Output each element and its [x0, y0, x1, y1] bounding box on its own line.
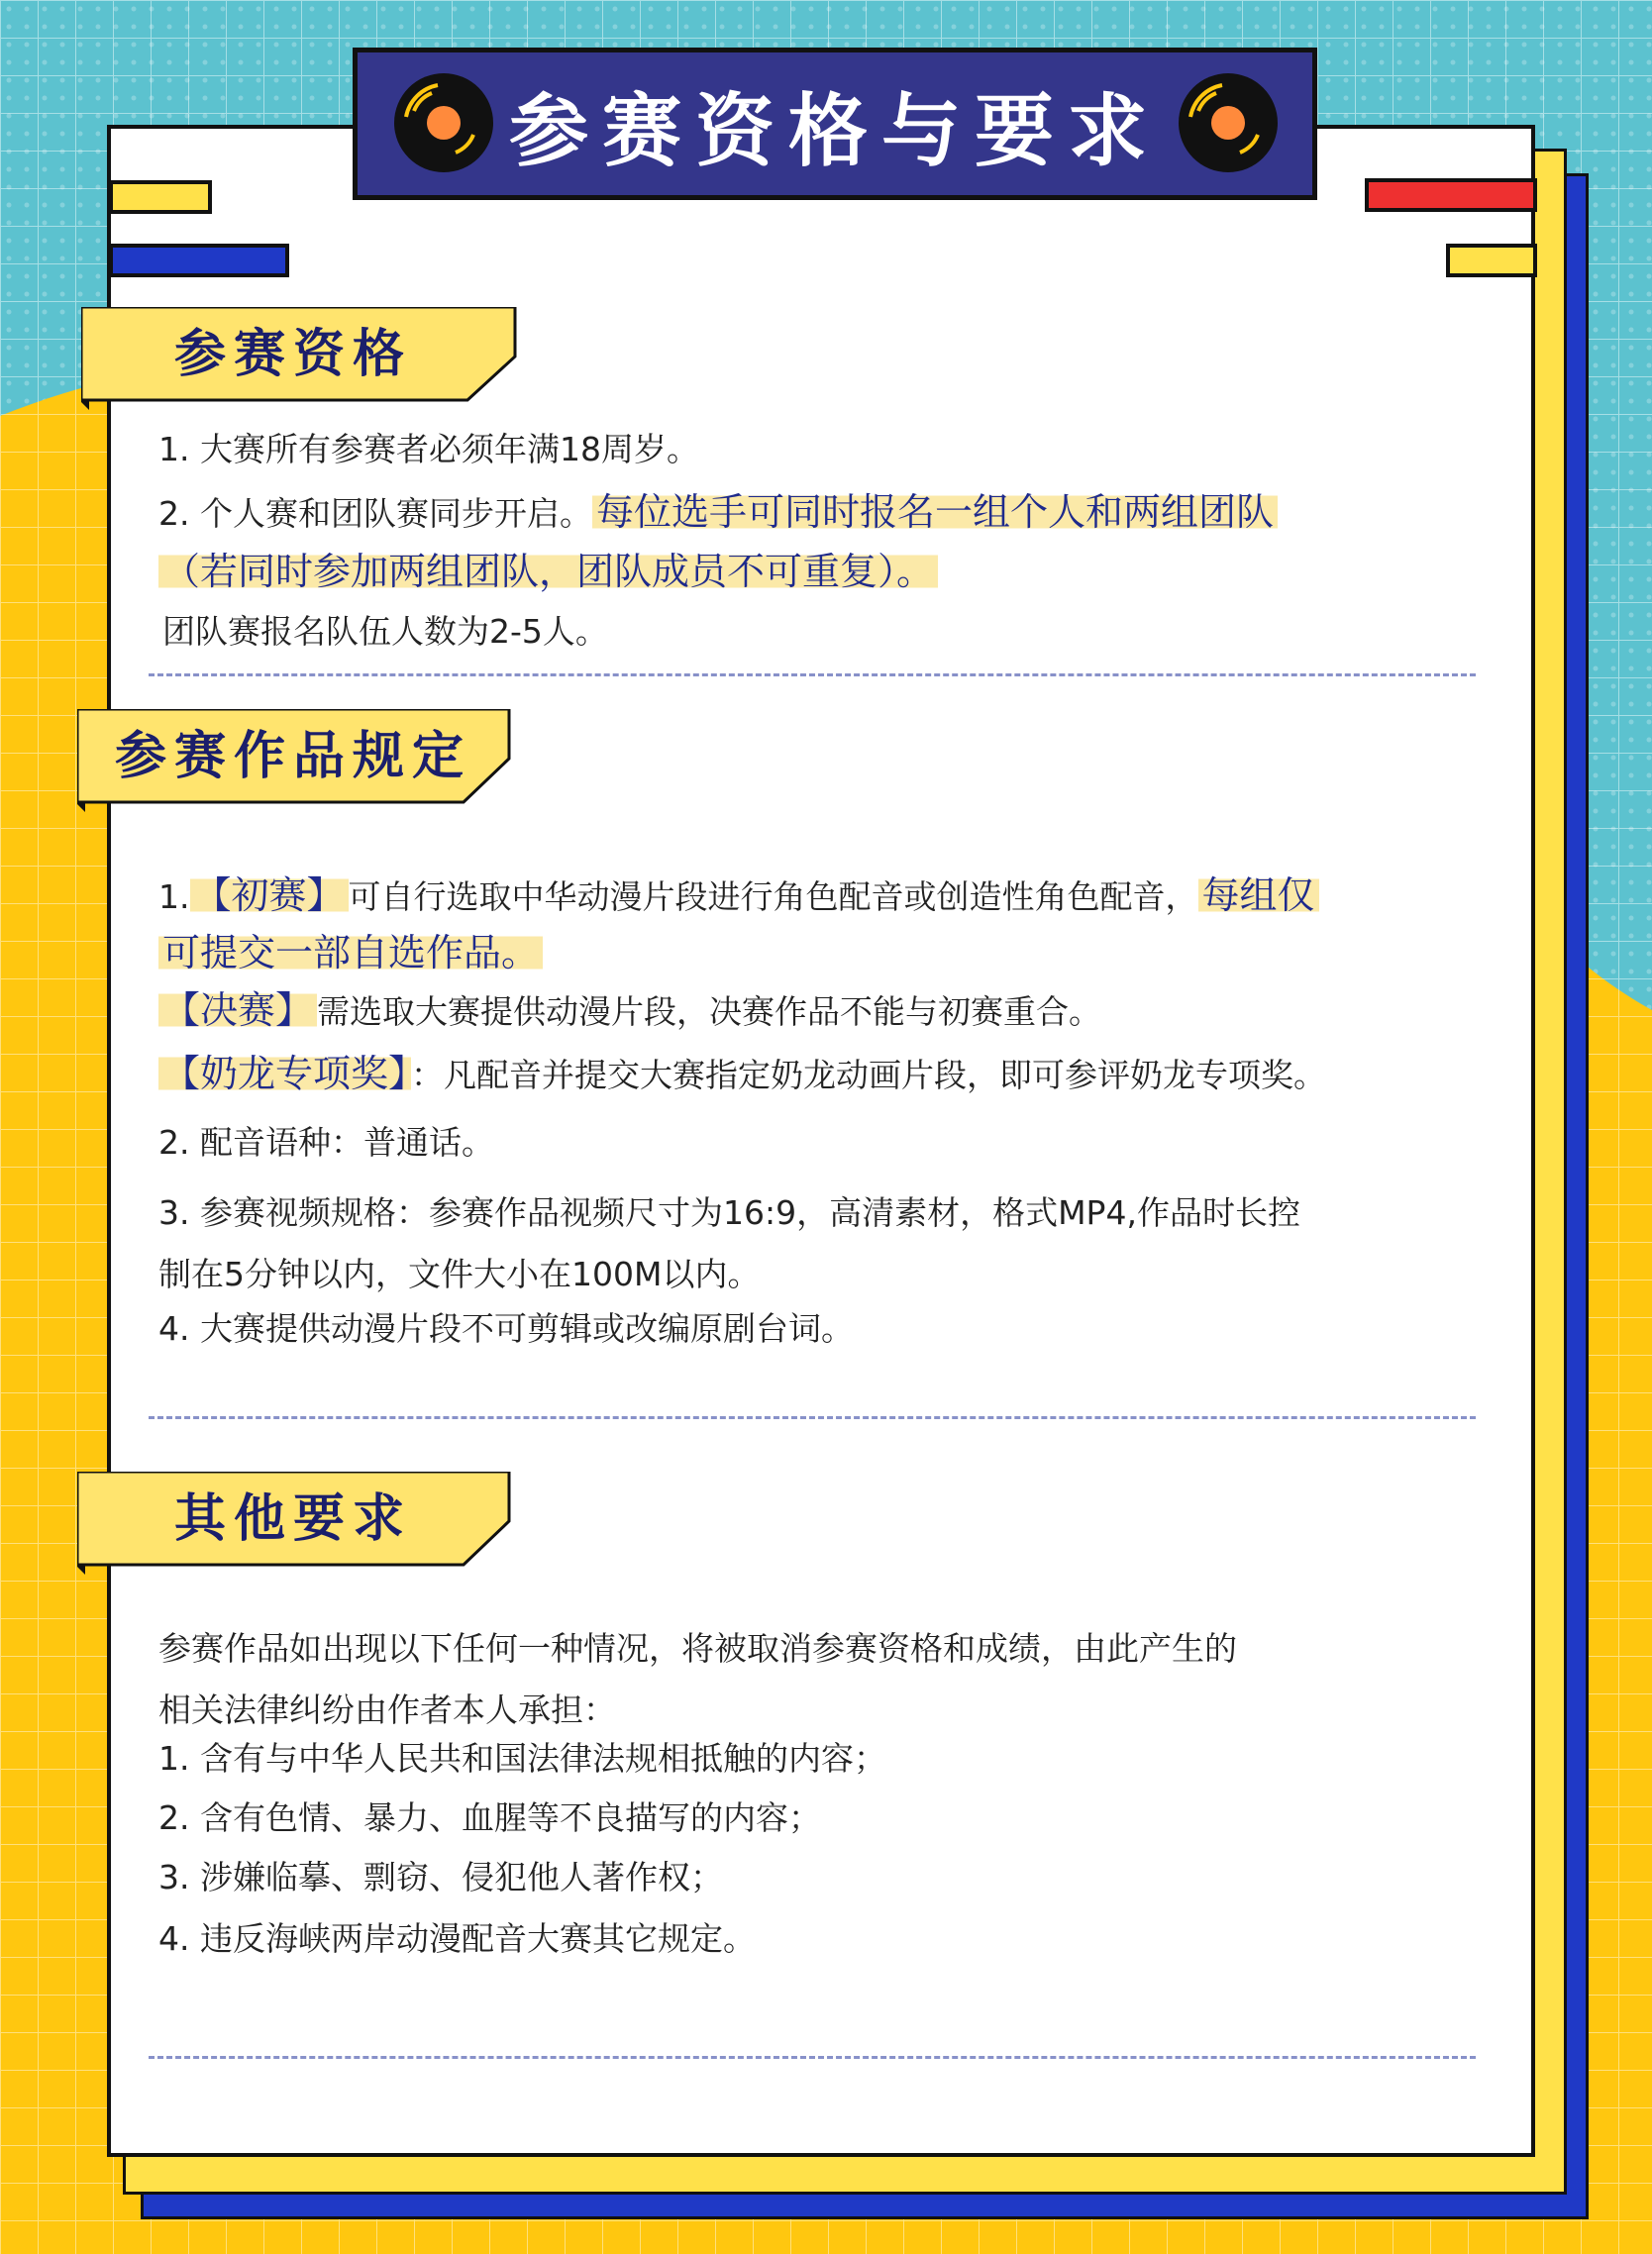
- works-rule-video-spec: 3. 参赛视频规格：参赛作品视频尺寸为16:9，高清素材，格式MP4,作品时长控 制在5分钟以内，文件大小在100M以内。: [158, 1193, 1300, 1293]
- vinyl-record-icon-right: [1177, 71, 1280, 174]
- highlight-text: 每位选手可同时报名一组个人和两组团队: [592, 490, 1278, 534]
- divider: [149, 2056, 1476, 2059]
- works-rule-1: 1. 【初赛】 可自行选取中华动漫片段进行角色配音或创造性角色配音， 每组仅 可提交一部自选作品。: [158, 868, 1486, 982]
- tag-nailong-award: 【奶龙专项奖】: [158, 1052, 411, 1095]
- deco-bar-blue-left: [109, 244, 289, 277]
- other-intro: 参赛作品如出现以下任何一种情况，将被取消参赛资格和成绩，由此产生的 相关法律纠纷由作者本人承担：: [158, 1629, 1237, 1729]
- tag-preliminary: 【初赛】: [190, 873, 349, 917]
- works-rule-language: 2. 配音语种：普通话。: [158, 1123, 494, 1162]
- tag-final: 【决赛】: [158, 988, 317, 1032]
- highlight-text: （若同时参加两组团队，团队成员不可重复）。: [158, 550, 938, 593]
- header-banner: [353, 48, 1317, 200]
- vinyl-record-icon-left: [392, 71, 495, 174]
- deco-bar-yellow-left: [109, 180, 212, 214]
- eligibility-line-1: 1. 大赛所有参赛者必须年满18周岁。: [158, 430, 699, 468]
- list-item: 3. 涉嫌临摹、剽窃、侵犯他人著作权；: [158, 1858, 723, 1896]
- page-title: 参赛资格与要求: [509, 84, 1161, 177]
- section-title-other: 其他要求: [77, 1472, 513, 1567]
- works-rule-no-edit: 4. 大赛提供动漫片段不可剪辑或改编原剧台词。: [158, 1309, 854, 1348]
- section-title-eligibility: 参赛资格: [81, 307, 517, 402]
- highlight-text: 每组仅: [1198, 873, 1319, 917]
- works-rule-nailong: 【奶龙专项奖】 ：凡配音并提交大赛指定奶龙动画片段，即可参评奶龙专项奖。: [158, 1054, 1486, 1095]
- highlight-text: 可提交一部自选作品。: [158, 931, 543, 974]
- deco-bar-yellow-right: [1446, 244, 1537, 277]
- divider: [149, 1416, 1476, 1419]
- divider: [149, 673, 1476, 676]
- list-item: 2. 含有色情、暴力、血腥等不良描写的内容；: [158, 1798, 821, 1837]
- list-item: 1. 含有与中华人民共和国法律法规相抵触的内容；: [158, 1739, 886, 1778]
- eligibility-line-2: 2. 个人赛和团队赛同步开启。 每位选手可同时报名一组个人和两组团队 （若同时参加两组团队，团队成员不可重复）。: [158, 483, 1486, 602]
- deco-bar-red-right: [1365, 178, 1537, 212]
- eligibility-line-3: 团队赛报名队伍人数为2-5人。: [162, 612, 608, 651]
- works-rule-final: 【决赛】 需选取大赛提供动漫片段，决赛作品不能与初赛重合。: [158, 990, 1486, 1032]
- list-item: 4. 违反海峡两岸动漫配音大赛其它规定。: [158, 1919, 756, 1958]
- section-title-works: 参赛作品规定: [77, 709, 513, 804]
